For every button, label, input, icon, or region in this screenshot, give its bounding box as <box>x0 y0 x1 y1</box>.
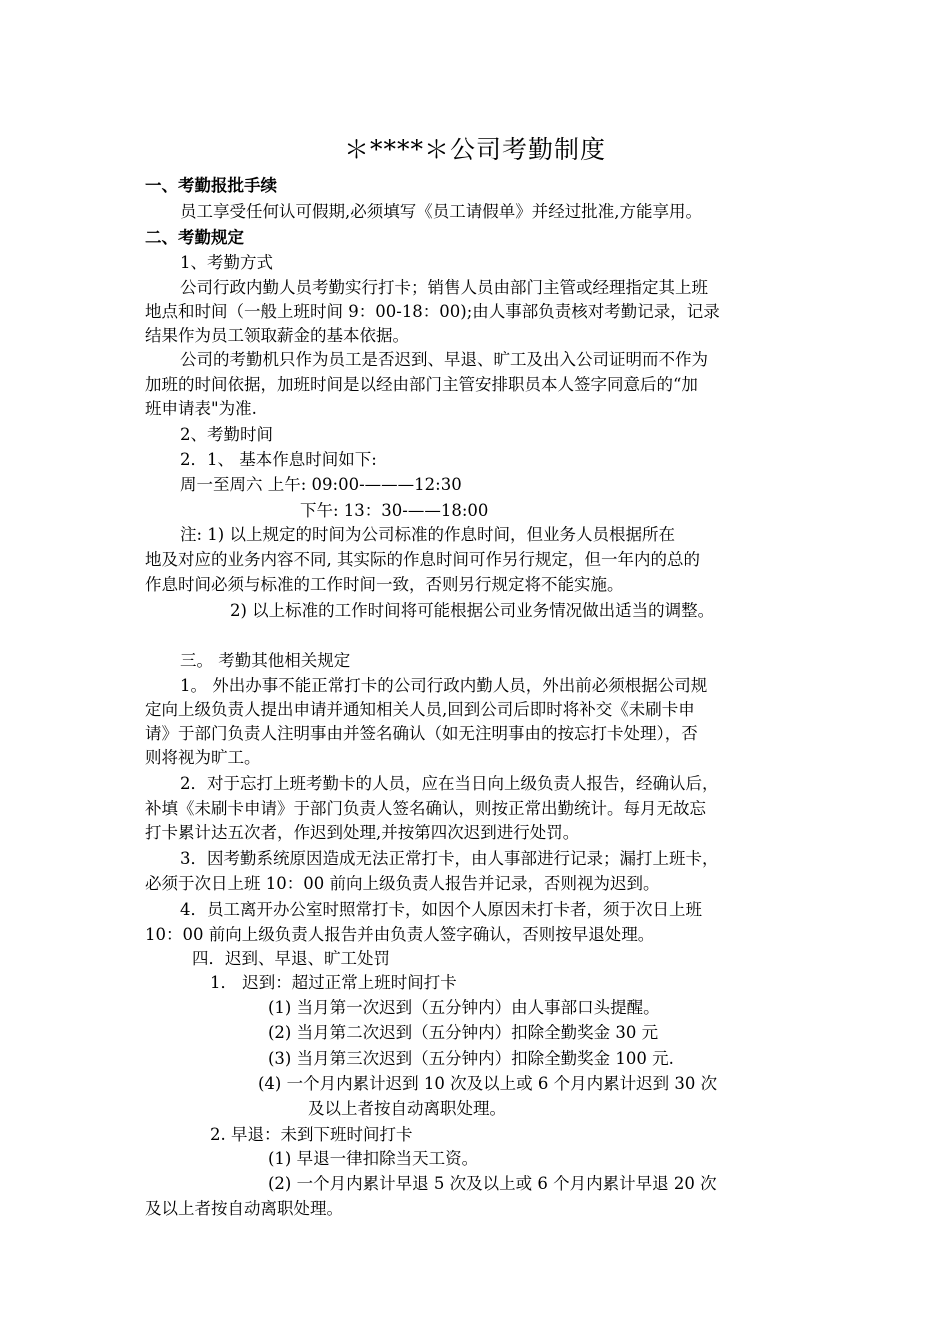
schedule-line: 下午: 13：30-——18:00 <box>300 501 489 520</box>
list-item-continuation: 及以上者按自动离职处理。 <box>145 1199 343 1218</box>
paragraph-line: 打卡累计达五次者，作迟到处理,并按第四次迟到进行处罚。 <box>145 823 580 842</box>
list-heading: 2. 早退：未到下班时间打卡 <box>210 1125 413 1144</box>
subsection-heading: 2、考勤时间 <box>180 425 273 444</box>
section-heading-3: 三。 考勤其他相关规定 <box>180 651 351 670</box>
paragraph-line: 地点和时间（一般上班时间 9：00-18：00);由人事部负责核对考勤记录，记录 <box>145 302 720 321</box>
paragraph-line: 2．对于忘打上班考勤卡的人员，应在当日向上级负责人报告，经确认后， <box>180 774 719 793</box>
paragraph-line: 班申请表"为准. <box>145 399 257 418</box>
section-heading-1: 一、考勤报批手续 <box>145 176 277 195</box>
paragraph-line: 4．员工离开办公室时照常打卡，如因个人原因未打卡者，须于次日上班 <box>180 900 702 919</box>
list-item: (2) 当月第二次迟到（五分钟内）扣除全勤奖金 30 元 <box>268 1023 659 1042</box>
paragraph-line: 10：00 前向上级负责人报告并由负责人签字确认，否则按早退处理。 <box>145 925 655 944</box>
list-item: (4) 一个月内累计迟到 10 次及以上或 6 个月内累计迟到 30 次 <box>258 1074 718 1093</box>
section-heading-2: 二、考勤规定 <box>145 228 244 247</box>
paragraph-line: 公司行政内勤人员考勤实行打卡；销售人员由部门主管或经理指定其上班 <box>180 278 708 297</box>
paragraph-line: 请》于部门负责人注明事由并签名确认（如无注明事由的按忘打卡处理），否 <box>145 724 698 743</box>
paragraph-line: 补填《未刷卡申请》于部门负责人签名确认，则按正常出勤统计。每月无故忘 <box>145 799 706 818</box>
paragraph-line: 3．因考勤系统原因造成无法正常打卡，由人事部进行记录；漏打上班卡， <box>180 849 719 868</box>
subsection-heading: 1、考勤方式 <box>180 253 273 272</box>
note-line: 作息时间必须与标准的工作时间一致，否则另行规定将不能实施。 <box>145 575 624 594</box>
document-title: ＊****＊公司考勤制度 <box>343 135 606 164</box>
paragraph-line: 加班的时间依据，加班时间是以经由部门主管安排职员本人签字同意后的“加 <box>145 375 698 394</box>
list-item-continuation: 及以上者按自动离职处理。 <box>308 1099 506 1118</box>
note-line: 2) 以上标准的工作时间将可能根据公司业务情况做出适当的调整。 <box>230 601 715 620</box>
paragraph-line: 必须于次日上班 10：00 前向上级负责人报告并记录，否则视为迟到。 <box>145 874 660 893</box>
list-item: (3) 当月第三次迟到（五分钟内）扣除全勤奖金 100 元. <box>268 1049 674 1068</box>
paragraph-line: 2．1、 基本作息时间如下: <box>180 450 377 469</box>
note-line: 注: 1) 以上规定的时间为公司标准的作息时间，但业务人员根据所在 <box>180 525 675 544</box>
section-heading-4: 四．迟到、早退、旷工处罚 <box>192 949 390 968</box>
list-item: (1) 当月第一次迟到（五分钟内）由人事部口头提醒。 <box>268 998 660 1017</box>
schedule-line: 周一至周六 上午: 09:00-———12:30 <box>180 475 462 494</box>
note-line: 地及对应的业务内容不同, 其实际的作息时间可作另行规定，但一年内的总的 <box>145 550 700 569</box>
list-heading: 1． 迟到：超过正常上班时间打卡 <box>210 973 457 992</box>
paragraph-line: 公司的考勤机只作为员工是否迟到、早退、旷工及出入公司证明而不作为 <box>180 350 708 369</box>
paragraph-line: 定向上级负责人提出申请并通知相关人员,回到公司后即时将补交《未刷卡申 <box>145 700 695 719</box>
paragraph-line: 1。 外出办事不能正常打卡的公司行政内勤人员，外出前必须根据公司规 <box>180 676 708 695</box>
paragraph-line: 员工享受任何认可假期,必须填写《员工请假单》并经过批准,方能享用。 <box>180 202 702 221</box>
paragraph-line: 结果作为员工领取薪金的基本依据。 <box>145 326 409 345</box>
list-item: (1) 早退一律扣除当天工资。 <box>268 1149 479 1168</box>
paragraph-line: 则将视为旷工。 <box>145 748 261 767</box>
list-item: (2) 一个月内累计早退 5 次及以上或 6 个月内累计早退 20 次 <box>268 1174 717 1193</box>
